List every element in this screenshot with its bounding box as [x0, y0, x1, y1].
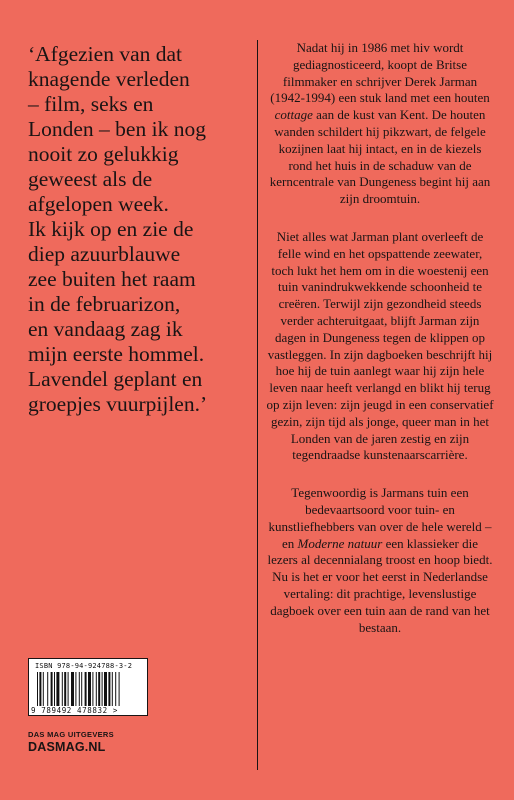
- publisher-website: DASMAG.NL: [28, 740, 106, 754]
- p3-italic: Moderne natuur: [297, 535, 383, 551]
- p1-text-b: aan de kust van Kent. De houten wanden schildert hij pikzwart, de felgele kozijnen laat hij intact, en in de kiezels rond het huis in de schaduw van de kerncentrale van Dungeness begint hij aan zijn droomtuin.: [269, 107, 491, 207]
- barcode-digits: 9 789492 478832 >: [31, 706, 118, 715]
- isbn-label: ISBN 978-94-924788-3-2: [35, 662, 133, 670]
- publisher-name: DAS MAG UITGEVERS: [28, 730, 114, 739]
- blurb-paragraph-2: Niet alles wat Jarman plant overleeft de felle wind en het opspattende zeewater, toch lukt het hem om in die woestenij een tuin vanindrukwekkende schoonheid te creëren. Terwijl zijn gezondheid steeds verder achteruitgaat, blijft Jarman zijn dagen in Dungeness tegen de klippen op vastleggen. In zijn dagboeken beschrijft hij hoe hij de tuin aanlegt waar hij zijn hele leven naar heeft verlangd en blikt hij terug op zijn leven: zijn jeugd in een conservatief gezin, zijn tijd als jonge, queer man in het Londen van de jaren zestig en zijn tegendraadse kunstenaarscarrière.: [266, 228, 494, 463]
- blurb-paragraph-1: [266, 40, 494, 208]
- p1-italic: cottage: [274, 107, 313, 123]
- blurb-paragraph-3: [266, 485, 494, 636]
- p1-text-a: Nadat hij in 1986 met hiv wordt gediagnosticeerd, koopt de Britse filmmaker en schrijver Derek Jarman (1942-1994) een stuk land met een houten: [270, 40, 490, 106]
- barcode-bars-icon: [37, 672, 141, 706]
- p3-text-b: een klassieker die lezers al decennialang troost en hoop biedt. Nu is het er voor het eerst in Nederlandse vertaling: dit prachtige, levenslustige dagboek over een tuin aan de rand van het bestaan.: [267, 535, 493, 635]
- isbn-barcode: [28, 658, 148, 716]
- blurb-text: [266, 40, 494, 657]
- back-cover-quote: ‘Afgezien van dat knagende verleden – film, seks en Londen – ben ik nog nooit zo gelukkig geweest als de afgelopen week. Ik kijk op en zie de diep azuurblauwe zee buiten het raam in de februarizon, en vandaag zag ik mijn eerste hommel. Lavendel geplant en groepjes vuurpijlen.’: [28, 42, 208, 416]
- p3-text-a: Tegenwoordig is Jarmans tuin een bedevaartsoord voor tuin- en kunstliefhebbers van over de hele wereld – en: [268, 485, 492, 551]
- publisher-block: [28, 730, 114, 754]
- column-divider: [257, 40, 258, 770]
